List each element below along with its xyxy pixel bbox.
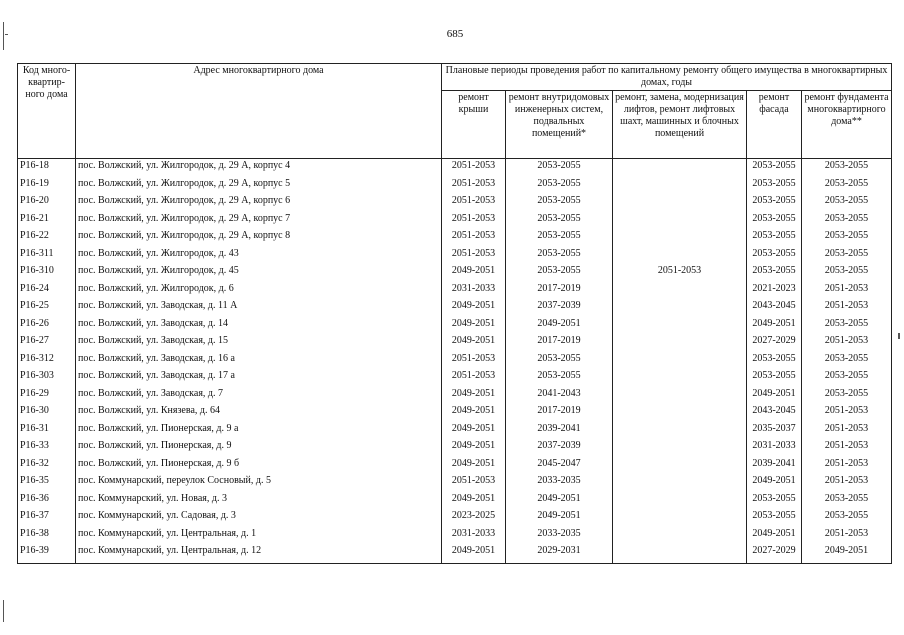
- address-cell: пос. Волжский, ул. Пионерская, д. 9: [76, 440, 442, 458]
- systems-period-cell: 2037-2039: [506, 300, 613, 318]
- house-code-cell: Р16-26: [18, 318, 76, 336]
- address-cell: пос. Волжский, ул. Жилгородок, д. 6: [76, 283, 442, 301]
- lifts-period-cell: [613, 475, 747, 493]
- systems-period-cell: 2053-2055: [506, 353, 613, 371]
- roof-period-cell: 2051-2053: [442, 159, 506, 178]
- table-row: [18, 283, 892, 301]
- foundation-period-cell: 2053-2055: [802, 195, 892, 213]
- facade-period-cell: 2049-2051: [747, 528, 802, 546]
- address-cell: пос. Коммунарский, ул. Центральная, д. 1: [76, 528, 442, 546]
- facade-column-header: ремонт фасада: [747, 91, 802, 159]
- facade-period-cell: 2053-2055: [747, 493, 802, 511]
- address-cell: пос. Волжский, ул. Пионерская, д. 9 а: [76, 423, 442, 441]
- systems-period-cell: 2053-2055: [506, 265, 613, 283]
- house-code-cell: Р16-36: [18, 493, 76, 511]
- facade-period-cell: 2049-2051: [747, 318, 802, 336]
- foundation-period-cell: 2053-2055: [802, 159, 892, 178]
- table-row: [18, 510, 892, 528]
- lifts-period-cell: [613, 283, 747, 301]
- address-cell: пос. Коммунарский, переулок Сосновый, д. 5: [76, 475, 442, 493]
- table-row: [18, 458, 892, 476]
- lifts-period-cell: 2051-2053: [613, 265, 747, 283]
- table-row: [18, 178, 892, 196]
- systems-column-header: ремонт внутридомовых инженерных систем, подвальных помещений*: [506, 91, 613, 159]
- facade-period-cell: 2053-2055: [747, 230, 802, 248]
- address-cell: пос. Волжский, ул. Жилгородок, д. 29 А, корпус 8: [76, 230, 442, 248]
- roof-period-cell: 2051-2053: [442, 475, 506, 493]
- roof-period-cell: 2051-2053: [442, 213, 506, 231]
- systems-period-cell: 2033-2035: [506, 475, 613, 493]
- roof-period-cell: 2023-2025: [442, 510, 506, 528]
- systems-period-cell: 2053-2055: [506, 213, 613, 231]
- roof-period-cell: 2049-2051: [442, 318, 506, 336]
- roof-period-cell: 2049-2051: [442, 388, 506, 406]
- lifts-period-cell: [613, 230, 747, 248]
- table-row: [18, 475, 892, 493]
- systems-period-cell: 2045-2047: [506, 458, 613, 476]
- facade-period-cell: 2053-2055: [747, 265, 802, 283]
- house-code-cell: Р16-303: [18, 370, 76, 388]
- lifts-period-cell: [613, 458, 747, 476]
- facade-period-cell: 2053-2055: [747, 353, 802, 371]
- foundation-period-cell: 2051-2053: [802, 300, 892, 318]
- systems-period-cell: 2049-2051: [506, 510, 613, 528]
- house-code-cell: Р16-27: [18, 335, 76, 353]
- lifts-period-cell: [613, 159, 747, 178]
- table-row: [18, 230, 892, 248]
- address-cell: пос. Волжский, ул. Князева, д. 64: [76, 405, 442, 423]
- lifts-period-cell: [613, 510, 747, 528]
- foundation-period-cell: 2051-2053: [802, 528, 892, 546]
- house-code-cell: Р16-24: [18, 283, 76, 301]
- systems-period-cell: 2017-2019: [506, 335, 613, 353]
- facade-period-cell: 2035-2037: [747, 423, 802, 441]
- facade-period-cell: 2053-2055: [747, 159, 802, 178]
- scan-mark: [898, 333, 900, 339]
- house-code-cell: Р16-37: [18, 510, 76, 528]
- facade-period-cell: 2021-2023: [747, 283, 802, 301]
- lifts-period-cell: [613, 213, 747, 231]
- foundation-column-header: ремонт фундамента многоквартирного дома**: [802, 91, 892, 159]
- facade-period-cell: 2043-2045: [747, 405, 802, 423]
- facade-period-cell: 2049-2051: [747, 388, 802, 406]
- foundation-period-cell: 2053-2055: [802, 178, 892, 196]
- systems-period-cell: 2017-2019: [506, 283, 613, 301]
- facade-period-cell: 2053-2055: [747, 510, 802, 528]
- table-row: [18, 318, 892, 336]
- systems-period-cell: 2049-2051: [506, 318, 613, 336]
- roof-period-cell: 2049-2051: [442, 300, 506, 318]
- roof-period-cell: 2031-2033: [442, 283, 506, 301]
- roof-period-cell: 2049-2051: [442, 265, 506, 283]
- facade-period-cell: 2027-2029: [747, 545, 802, 563]
- foundation-period-cell: 2053-2055: [802, 265, 892, 283]
- address-cell: пос. Коммунарский, ул. Новая, д. 3: [76, 493, 442, 511]
- code-column-header: Код много-квартир-ного дома: [18, 64, 76, 159]
- address-cell: пос. Волжский, ул. Заводская, д. 16 а: [76, 353, 442, 371]
- address-column-header: Адрес многоквартирного дома: [76, 64, 442, 159]
- lifts-period-cell: [613, 370, 747, 388]
- lifts-period-cell: [613, 335, 747, 353]
- house-code-cell: Р16-312: [18, 353, 76, 371]
- foundation-period-cell: 2051-2053: [802, 283, 892, 301]
- lifts-period-cell: [613, 353, 747, 371]
- table-row: [18, 335, 892, 353]
- address-cell: пос. Волжский, ул. Заводская, д. 15: [76, 335, 442, 353]
- scan-mark: [5, 34, 8, 35]
- lifts-period-cell: [613, 248, 747, 266]
- systems-period-cell: 2039-2041: [506, 423, 613, 441]
- table-row: [18, 300, 892, 318]
- lifts-period-cell: [613, 545, 747, 563]
- lifts-period-cell: [613, 195, 747, 213]
- foundation-period-cell: 2051-2053: [802, 440, 892, 458]
- lifts-period-cell: [613, 528, 747, 546]
- roof-period-cell: 2051-2053: [442, 230, 506, 248]
- roof-period-cell: 2049-2051: [442, 335, 506, 353]
- foundation-period-cell: 2053-2055: [802, 493, 892, 511]
- lifts-period-cell: [613, 493, 747, 511]
- systems-period-cell: 2017-2019: [506, 405, 613, 423]
- systems-period-cell: 2053-2055: [506, 195, 613, 213]
- lifts-period-cell: [613, 300, 747, 318]
- facade-period-cell: 2049-2051: [747, 475, 802, 493]
- facade-period-cell: 2039-2041: [747, 458, 802, 476]
- lifts-column-header: ремонт, замена, модернизация лифтов, ремонт лифтовых шахт, машинных и блочных помещений: [613, 91, 747, 159]
- systems-period-cell: 2041-2043: [506, 388, 613, 406]
- systems-period-cell: 2029-2031: [506, 545, 613, 563]
- lifts-period-cell: [613, 178, 747, 196]
- foundation-period-cell: 2051-2053: [802, 423, 892, 441]
- house-code-cell: Р16-19: [18, 178, 76, 196]
- address-cell: пос. Волжский, ул. Заводская, д. 14: [76, 318, 442, 336]
- page-number: 685: [446, 28, 464, 40]
- house-code-cell: Р16-21: [18, 213, 76, 231]
- address-cell: пос. Волжский, ул. Пионерская, д. 9 б: [76, 458, 442, 476]
- house-code-cell: Р16-35: [18, 475, 76, 493]
- systems-period-cell: 2053-2055: [506, 248, 613, 266]
- address-cell: пос. Коммунарский, ул. Садовая, д. 3: [76, 510, 442, 528]
- foundation-period-cell: 2053-2055: [802, 230, 892, 248]
- foundation-period-cell: 2051-2053: [802, 475, 892, 493]
- lifts-period-cell: [613, 318, 747, 336]
- roof-column-header: ремонт крыши: [442, 91, 506, 159]
- foundation-period-cell: 2053-2055: [802, 213, 892, 231]
- lifts-period-cell: [613, 440, 747, 458]
- foundation-period-cell: 2053-2055: [802, 370, 892, 388]
- roof-period-cell: 2051-2053: [442, 195, 506, 213]
- table-row: [18, 159, 892, 178]
- house-code-cell: Р16-25: [18, 300, 76, 318]
- facade-period-cell: 2027-2029: [747, 335, 802, 353]
- lifts-period-cell: [613, 388, 747, 406]
- facade-period-cell: 2053-2055: [747, 248, 802, 266]
- lifts-period-cell: [613, 423, 747, 441]
- foundation-period-cell: 2051-2053: [802, 335, 892, 353]
- house-code-cell: Р16-22: [18, 230, 76, 248]
- roof-period-cell: 2031-2033: [442, 528, 506, 546]
- table-row: [18, 493, 892, 511]
- table-row: [18, 195, 892, 213]
- address-cell: пос. Волжский, ул. Жилгородок, д. 29 А, корпус 6: [76, 195, 442, 213]
- foundation-period-cell: 2053-2055: [802, 318, 892, 336]
- address-cell: пос. Волжский, ул. Жилгородок, д. 29 А, корпус 7: [76, 213, 442, 231]
- scan-mark: [3, 22, 4, 50]
- table-row: [18, 213, 892, 231]
- address-cell: пос. Волжский, ул. Жилгородок, д. 29 А, корпус 4: [76, 159, 442, 178]
- address-cell: пос. Волжский, ул. Заводская, д. 17 а: [76, 370, 442, 388]
- foundation-period-cell: 2053-2055: [802, 248, 892, 266]
- address-cell: пос. Волжский, ул. Заводская, д. 11 А: [76, 300, 442, 318]
- systems-period-cell: 2049-2051: [506, 493, 613, 511]
- table-row: [18, 528, 892, 546]
- foundation-period-cell: 2053-2055: [802, 353, 892, 371]
- roof-period-cell: 2049-2051: [442, 405, 506, 423]
- table-row: [18, 265, 892, 283]
- address-cell: пос. Волжский, ул. Жилгородок, д. 43: [76, 248, 442, 266]
- table-body: [18, 159, 892, 564]
- roof-period-cell: 2049-2051: [442, 440, 506, 458]
- foundation-period-cell: 2053-2055: [802, 510, 892, 528]
- table-row: [18, 388, 892, 406]
- address-cell: пос. Волжский, ул. Заводская, д. 7: [76, 388, 442, 406]
- roof-period-cell: 2051-2053: [442, 370, 506, 388]
- lifts-period-cell: [613, 405, 747, 423]
- systems-period-cell: 2033-2035: [506, 528, 613, 546]
- facade-period-cell: 2053-2055: [747, 178, 802, 196]
- systems-period-cell: 2053-2055: [506, 370, 613, 388]
- house-code-cell: Р16-38: [18, 528, 76, 546]
- house-code-cell: Р16-20: [18, 195, 76, 213]
- systems-period-cell: 2053-2055: [506, 159, 613, 178]
- foundation-period-cell: 2053-2055: [802, 388, 892, 406]
- facade-period-cell: 2031-2033: [747, 440, 802, 458]
- systems-period-cell: 2037-2039: [506, 440, 613, 458]
- address-cell: пос. Волжский, ул. Жилгородок, д. 29 А, корпус 5: [76, 178, 442, 196]
- roof-period-cell: 2049-2051: [442, 458, 506, 476]
- table-row: [18, 370, 892, 388]
- house-code-cell: Р16-31: [18, 423, 76, 441]
- roof-period-cell: 2049-2051: [442, 423, 506, 441]
- table-row: [18, 423, 892, 441]
- table-row: [18, 353, 892, 371]
- house-code-cell: Р16-18: [18, 159, 76, 178]
- roof-period-cell: 2051-2053: [442, 248, 506, 266]
- roof-period-cell: 2051-2053: [442, 178, 506, 196]
- house-code-cell: Р16-32: [18, 458, 76, 476]
- house-code-cell: Р16-30: [18, 405, 76, 423]
- roof-period-cell: 2049-2051: [442, 493, 506, 511]
- table-row: [18, 405, 892, 423]
- address-cell: пос. Коммунарский, ул. Центральная, д. 12: [76, 545, 442, 563]
- systems-period-cell: 2053-2055: [506, 178, 613, 196]
- facade-period-cell: 2043-2045: [747, 300, 802, 318]
- periods-header: Плановые периоды проведения работ по капитальному ремонту общего имущества в многоквартирных домах, годы: [442, 64, 892, 91]
- house-code-cell: Р16-29: [18, 388, 76, 406]
- capital-repair-table: [17, 63, 892, 564]
- table-row: [18, 545, 892, 563]
- systems-period-cell: 2053-2055: [506, 230, 613, 248]
- foundation-period-cell: 2049-2051: [802, 545, 892, 563]
- roof-period-cell: 2049-2051: [442, 545, 506, 563]
- facade-period-cell: 2053-2055: [747, 370, 802, 388]
- table-row: [18, 248, 892, 266]
- address-cell: пос. Волжский, ул. Жилгородок, д. 45: [76, 265, 442, 283]
- roof-period-cell: 2051-2053: [442, 353, 506, 371]
- facade-period-cell: 2053-2055: [747, 213, 802, 231]
- table-row: [18, 440, 892, 458]
- house-code-cell: Р16-39: [18, 545, 76, 563]
- foundation-period-cell: 2051-2053: [802, 458, 892, 476]
- house-code-cell: Р16-310: [18, 265, 76, 283]
- house-code-cell: Р16-311: [18, 248, 76, 266]
- foundation-period-cell: 2051-2053: [802, 405, 892, 423]
- scan-mark: [3, 600, 4, 622]
- house-code-cell: Р16-33: [18, 440, 76, 458]
- facade-period-cell: 2053-2055: [747, 195, 802, 213]
